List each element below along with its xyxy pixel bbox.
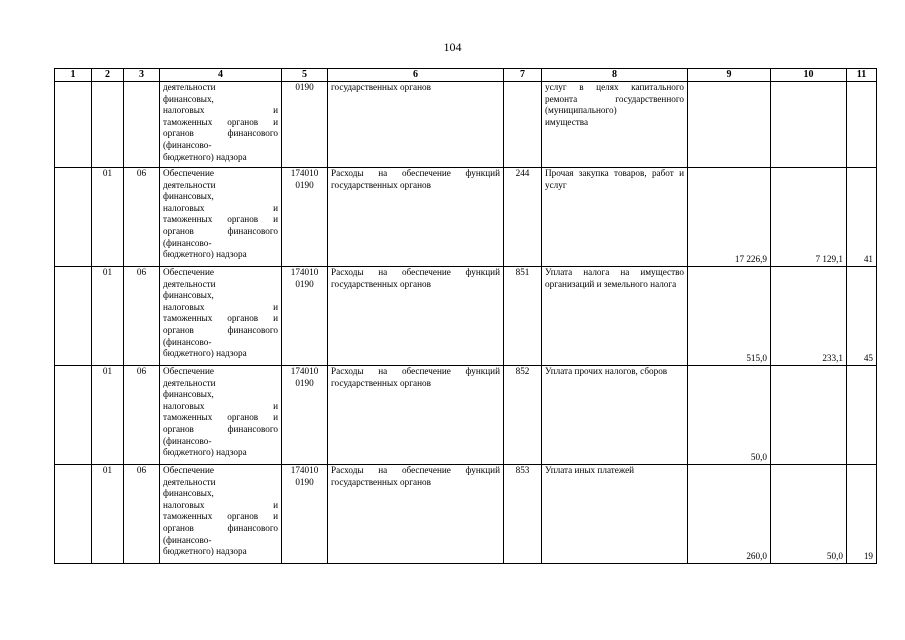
cell-col-10: 7 129,1 xyxy=(771,168,847,267)
cell-lines xyxy=(285,168,324,191)
line: (финансово- xyxy=(163,435,212,446)
line: таможенных органов и xyxy=(163,116,278,127)
cell-col-2: 01 xyxy=(92,168,124,267)
line: 0190 xyxy=(295,476,314,487)
cell-lines xyxy=(163,267,278,360)
cell-col-6: Расходы на обеспечение функций государственных органов xyxy=(328,168,504,267)
header-col-3: 3 xyxy=(124,69,160,82)
line: (финансово- xyxy=(163,139,212,150)
cell-col-4 xyxy=(160,267,282,366)
line: бюджетного) надзора xyxy=(163,447,247,458)
cell-col-1 xyxy=(55,82,92,168)
line: налоговых и xyxy=(163,301,278,312)
cell-col-11 xyxy=(847,82,877,168)
cell-col-5 xyxy=(282,267,328,366)
line: налоговых и xyxy=(163,105,278,116)
cell-col-3: 06 xyxy=(124,267,160,366)
table-row-continuation xyxy=(55,82,877,168)
cell-lines xyxy=(163,82,278,163)
line: бюджетного) надзора xyxy=(163,348,247,359)
cell-lines xyxy=(285,465,324,488)
line: финансовых, xyxy=(163,93,214,104)
header-col-5: 5 xyxy=(282,69,328,82)
header-col-9: 9 xyxy=(688,69,771,82)
line: финансовых, xyxy=(163,191,214,202)
line: бюджетного) надзора xyxy=(163,249,247,260)
cell-col-1 xyxy=(55,267,92,366)
cell-col-5 xyxy=(282,168,328,267)
cell-col-1 xyxy=(55,465,92,564)
header-col-1: 1 xyxy=(55,69,92,82)
cell-col-10: 233,1 xyxy=(771,267,847,366)
line: Обеспечение xyxy=(163,465,214,475)
cell-col-4 xyxy=(160,82,282,168)
cell-col-6: Расходы на обеспечение функций государственных органов xyxy=(328,465,504,564)
header-col-11: 11 xyxy=(847,69,877,82)
line: органов финансового xyxy=(163,324,278,335)
line: таможенных органов и xyxy=(163,412,278,423)
cell-lines xyxy=(163,366,278,459)
line: финансовых, xyxy=(163,488,214,499)
cell-col-3 xyxy=(124,82,160,168)
line: деятельности xyxy=(163,179,216,190)
cell-col-11: 19 xyxy=(847,465,877,564)
table-row xyxy=(55,267,877,366)
line: таможенных органов и xyxy=(163,313,278,324)
line: органов финансового xyxy=(163,225,278,236)
cell-col-9: 17 226,9 xyxy=(688,168,771,267)
cell-col-1 xyxy=(55,168,92,267)
line: услуг в целях капитального xyxy=(545,82,684,92)
cell-col-3: 06 xyxy=(124,465,160,564)
cell-col-6: Расходы на обеспечение функций государственных органов xyxy=(328,366,504,465)
cell-col-6: государственных органов xyxy=(328,82,504,168)
cell-col-7 xyxy=(504,82,542,168)
line: (финансово- xyxy=(163,237,212,248)
cell-col-11 xyxy=(847,366,877,465)
line: бюджетного) надзора xyxy=(163,151,247,162)
line: финансовых, xyxy=(163,389,214,400)
cell-col-3: 06 xyxy=(124,168,160,267)
header-col-6: 6 xyxy=(328,69,504,82)
cell-col-9: 260,0 xyxy=(688,465,771,564)
line: Обеспечение xyxy=(163,366,214,376)
cell-col-6: Расходы на обеспечение функций государственных органов xyxy=(328,267,504,366)
table-row xyxy=(55,168,877,267)
line: 0190 xyxy=(295,377,314,388)
line: бюджетного) надзора xyxy=(163,546,247,557)
line: имущества xyxy=(545,116,589,127)
cell-col-9: 50,0 xyxy=(688,366,771,465)
line: (финансово- xyxy=(163,336,212,347)
cell-col-4 xyxy=(160,465,282,564)
cell-col-5 xyxy=(282,465,328,564)
page-number: 104 xyxy=(443,40,462,54)
cell-lines xyxy=(545,82,684,128)
header-col-8: 8 xyxy=(542,69,688,82)
line: налоговых и xyxy=(163,202,278,213)
line: 174010 xyxy=(290,465,319,475)
cell-col-1 xyxy=(55,366,92,465)
header-row xyxy=(55,69,877,82)
line: 174010 xyxy=(290,267,319,277)
line: налоговых и xyxy=(163,499,278,510)
line: 0190 xyxy=(295,278,314,289)
line: таможенных органов и xyxy=(163,214,278,225)
line: Обеспечение xyxy=(163,267,214,277)
cell-col-8: Прочая закупка товаров, работ и услуг xyxy=(542,168,688,267)
cell-col-11: 45 xyxy=(847,267,877,366)
line: (муниципального) xyxy=(545,105,617,116)
cell-col-10: 50,0 xyxy=(771,465,847,564)
cell-col-3: 06 xyxy=(124,366,160,465)
header-col-2: 2 xyxy=(92,69,124,82)
cell-col-10 xyxy=(771,82,847,168)
line: органов финансового xyxy=(163,128,278,139)
header-col-7: 7 xyxy=(504,69,542,82)
cell-col-4 xyxy=(160,366,282,465)
cell-col-7: 851 xyxy=(504,267,542,366)
cell-col-9 xyxy=(688,82,771,168)
line: деятельности xyxy=(163,82,216,92)
cell-col-2 xyxy=(92,82,124,168)
cell-col-7: 244 xyxy=(504,168,542,267)
cell-col-8 xyxy=(542,82,688,168)
cell-col-4 xyxy=(160,168,282,267)
line: деятельности xyxy=(163,278,216,289)
cell-col-7: 853 xyxy=(504,465,542,564)
cell-col-8: Уплата прочих налогов, сборов xyxy=(542,366,688,465)
cell-lines xyxy=(285,366,324,389)
cell-col-10 xyxy=(771,366,847,465)
cell-col-2: 01 xyxy=(92,465,124,564)
cell-col-2: 01 xyxy=(92,366,124,465)
cell-col-8: Уплата налога на имущество организаций и земельного налога xyxy=(542,267,688,366)
line: финансовых, xyxy=(163,290,214,301)
cell-col-5 xyxy=(282,366,328,465)
cell-lines xyxy=(285,267,324,290)
header-col-4: 4 xyxy=(160,69,282,82)
line: 0190 xyxy=(295,179,314,190)
cell-col-8: Уплата иных платежей xyxy=(542,465,688,564)
cell-col-2: 01 xyxy=(92,267,124,366)
line: 174010 xyxy=(290,168,319,178)
line: таможенных органов и xyxy=(163,511,278,522)
cell-col-11: 41 xyxy=(847,168,877,267)
header-col-10: 10 xyxy=(771,69,847,82)
budget-table xyxy=(54,68,877,564)
line: ремонта государственного xyxy=(545,93,684,104)
line: деятельности xyxy=(163,377,216,388)
line: (финансово- xyxy=(163,534,212,545)
cell-col-7: 852 xyxy=(504,366,542,465)
line: налоговых и xyxy=(163,400,278,411)
cell-col-9: 515,0 xyxy=(688,267,771,366)
line: Обеспечение xyxy=(163,168,214,178)
line: органов финансового xyxy=(163,522,278,533)
line: деятельности xyxy=(163,476,216,487)
table-row xyxy=(55,366,877,465)
line: органов финансового xyxy=(163,423,278,434)
cell-lines xyxy=(163,168,278,261)
cell-lines xyxy=(163,465,278,558)
table-row xyxy=(55,465,877,564)
line: 174010 xyxy=(290,366,319,376)
cell-col-5: 0190 xyxy=(282,82,328,168)
